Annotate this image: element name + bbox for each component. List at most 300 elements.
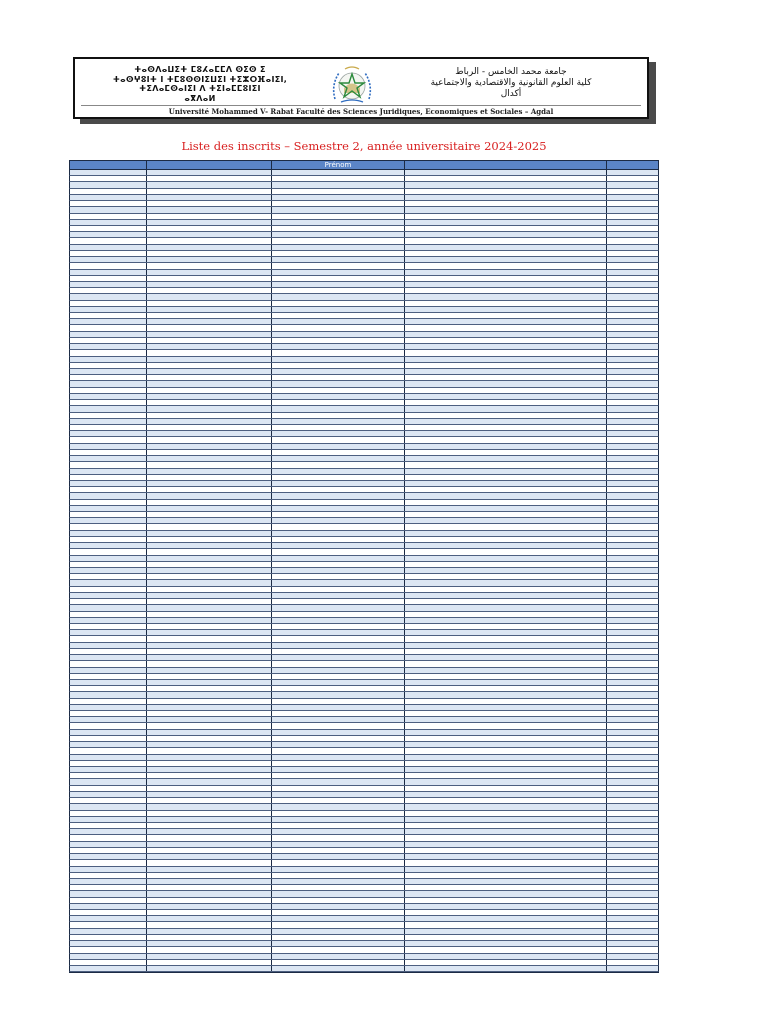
table-cell [607,531,660,536]
table-cell [607,829,660,834]
table-cell [405,817,607,822]
table-cell [405,232,607,237]
table-cell [147,891,272,896]
table-cell [607,245,660,250]
table-cell [272,686,405,691]
table-cell [70,686,147,691]
table-cell [147,823,272,828]
table-cell [147,400,272,405]
table-cell [405,357,607,362]
table-cell [70,867,147,872]
table-cell [607,469,660,474]
table-cell [607,282,660,287]
banner-divider [81,105,641,106]
table-cell [272,500,405,505]
table-cell [70,182,147,187]
table-cell [70,263,147,268]
table-cell [147,263,272,268]
table-cell [147,779,272,784]
table-cell [272,431,405,436]
table-cell [147,413,272,418]
table-cell [147,910,272,915]
table-cell [147,624,272,629]
table-cell [405,189,607,194]
table-cell [607,431,660,436]
table-cell [272,854,405,859]
table-cell [272,537,405,542]
table-cell [70,773,147,778]
table-cell [70,767,147,772]
table-cell [70,344,147,349]
table-cell [147,332,272,337]
table-cell [147,587,272,592]
table-cell [607,922,660,927]
column-header [147,161,272,169]
table-cell [607,773,660,778]
table-cell [147,711,272,716]
table-cell [70,294,147,299]
table-cell [405,898,607,903]
table-cell [272,251,405,256]
table-cell [147,276,272,281]
column-header-prenom: Prénom [272,161,405,169]
table-cell [147,599,272,604]
table-cell [147,717,272,722]
table-cell [405,910,607,915]
table-cell [607,456,660,461]
table-cell [147,767,272,772]
table-cell [405,854,607,859]
table-cell [272,518,405,523]
table-cell [272,860,405,865]
table-cell [272,587,405,592]
table-cell [272,711,405,716]
table-cell [272,276,405,281]
table-cell [607,680,660,685]
table-cell [607,537,660,542]
table-cell [70,369,147,374]
table-cell [272,748,405,753]
table-cell [70,568,147,573]
table-cell [147,419,272,424]
table-cell [405,879,607,884]
table-cell [405,966,607,971]
table-cell [70,214,147,219]
table-cell [272,170,405,175]
table-cell [607,487,660,492]
table-cell [607,873,660,878]
table-cell [70,823,147,828]
table-cell [405,736,607,741]
arabic-line: أكدال [500,89,522,99]
table-cell [607,325,660,330]
table-cell [147,879,272,884]
table-cell [405,431,607,436]
table-cell [70,811,147,816]
table-cell [70,699,147,704]
table-cell [405,419,607,424]
table-cell [607,344,660,349]
table-cell [70,761,147,766]
table-cell [607,562,660,567]
university-emblem-icon [327,65,377,105]
table-cell [607,649,660,654]
table-cell [272,238,405,243]
table-cell [70,829,147,834]
table-cell [405,406,607,411]
table-cell [147,643,272,648]
table-cell [147,388,272,393]
table-cell [70,201,147,206]
table-cell [147,742,272,747]
table-cell [147,736,272,741]
table-cell [607,263,660,268]
table-cell [70,469,147,474]
table-cell [147,437,272,442]
table-cell [607,270,660,275]
table-cell [70,419,147,424]
table-cell [272,717,405,722]
table-cell [70,854,147,859]
table-cell [147,245,272,250]
table-cell [147,251,272,256]
table-cell [272,462,405,467]
table-cell [70,531,147,536]
table-cell [405,506,607,511]
table-cell [147,170,272,175]
table-cell [607,668,660,673]
table-cell [607,512,660,517]
table-cell [70,618,147,623]
arabic-line: كلية العلوم القانونية والاقتصادية والاجتماعية [430,78,592,88]
table-cell [272,363,405,368]
table-cell [147,723,272,728]
table-cell [147,195,272,200]
table-cell [70,394,147,399]
table-cell [607,674,660,679]
table-cell [405,935,607,940]
table-cell [70,176,147,181]
table-cell [272,307,405,312]
table-cell [607,605,660,610]
table-cell [272,867,405,872]
table-cell [272,531,405,536]
table-cell [70,363,147,368]
table-cell [147,282,272,287]
table-cell [70,817,147,822]
table-cell [272,941,405,946]
table-cell [272,282,405,287]
table-cell [147,655,272,660]
table-cell [70,792,147,797]
table-cell [147,506,272,511]
table-cell [70,276,147,281]
table-cell [607,960,660,965]
table-cell [272,649,405,654]
table-cell [272,804,405,809]
table-cell [147,425,272,430]
table-cell [147,835,272,840]
table-cell [272,450,405,455]
table-cell [607,835,660,840]
table-cell [405,518,607,523]
table-cell [607,400,660,405]
table-body [69,170,659,973]
table-cell [147,338,272,343]
table-cell [272,344,405,349]
table-cell [272,325,405,330]
column-header [70,161,147,169]
table-cell [405,469,607,474]
table-cell [70,282,147,287]
table-cell [70,643,147,648]
table-cell [147,593,272,598]
table-cell [405,487,607,492]
table-cell [147,730,272,735]
table-cell [272,394,405,399]
table-cell [70,338,147,343]
table-cell [405,182,607,187]
table-cell [607,966,660,971]
table-cell [70,475,147,480]
table-cell [272,232,405,237]
table-cell [272,332,405,337]
table-cell [147,574,272,579]
table-cell [405,512,607,517]
table-cell [147,456,272,461]
table-cell [147,848,272,853]
table-cell [147,692,272,697]
table-cell [607,730,660,735]
table-cell [405,363,607,368]
table-cell [405,226,607,231]
table-cell [607,630,660,635]
table-cell [147,842,272,847]
table-cell [607,207,660,212]
table-cell [272,692,405,697]
table-cell [70,437,147,442]
table-cell [147,916,272,921]
table-cell [272,220,405,225]
table-cell [272,444,405,449]
table-cell [405,562,607,567]
table-cell [405,605,607,610]
table-cell [607,587,660,592]
table-cell [272,742,405,747]
table-cell [607,518,660,523]
table-cell [272,730,405,735]
table-cell [405,786,607,791]
table-cell [147,649,272,654]
table-cell [272,493,405,498]
table-cell [70,506,147,511]
table-cell [70,916,147,921]
table-cell [147,369,272,374]
table-cell [405,767,607,772]
table-cell [272,580,405,585]
table-cell [272,263,405,268]
table-cell [607,462,660,467]
table-cell [70,748,147,753]
table-cell [147,232,272,237]
table-cell [272,214,405,219]
table-cell [607,437,660,442]
table-cell [405,481,607,486]
table-cell [405,823,607,828]
table-cell [405,332,607,337]
table-cell [70,350,147,355]
table-cell [272,630,405,635]
table-cell [147,748,272,753]
table-cell [147,481,272,486]
table-cell [70,723,147,728]
table-cell [405,413,607,418]
table-cell [607,294,660,299]
table-cell [607,176,660,181]
table-cell [147,487,272,492]
table-cell [272,674,405,679]
table-cell [147,904,272,909]
table-cell [607,425,660,430]
table-cell [70,947,147,952]
table-cell [147,755,272,760]
table-cell [147,922,272,927]
table-cell [405,394,607,399]
table-cell [607,251,660,256]
table-cell [405,804,607,809]
table-cell [147,537,272,542]
table-cell [70,406,147,411]
table-cell [70,879,147,884]
table-cell [147,580,272,585]
table-cell [607,748,660,753]
table-cell [405,686,607,691]
table-cell [70,170,147,175]
table-cell [147,270,272,275]
table-cell [405,624,607,629]
table-cell [70,493,147,498]
table-cell [70,779,147,784]
registrants-table [69,160,659,973]
table-cell [272,512,405,517]
table-cell [607,929,660,934]
table-cell [147,699,272,704]
table-cell [70,786,147,791]
table-cell [70,649,147,654]
table-cell [147,220,272,225]
university-line: Université Mohammed V- Rabat Faculté des Sciences Juridiques, Economiques et Sociales – Agdal [168,107,554,116]
table-cell [272,817,405,822]
table-cell [70,674,147,679]
table-cell [147,817,272,822]
table-cell [147,873,272,878]
table-cell [272,910,405,915]
table-cell [147,444,272,449]
table-cell [272,176,405,181]
table-cell [272,612,405,617]
table-cell [272,624,405,629]
table-cell [272,413,405,418]
tifinagh-name [81,65,319,103]
table-cell [272,270,405,275]
table-cell [70,251,147,256]
table-cell [70,599,147,604]
table-cell [405,655,607,660]
table-cell [70,518,147,523]
table-cell [405,170,607,175]
table-cell [70,636,147,641]
table-cell [272,779,405,784]
table-cell [607,201,660,206]
table-cell [272,350,405,355]
table-cell [607,406,660,411]
table-cell [272,574,405,579]
table-cell [70,954,147,959]
table-cell [607,332,660,337]
table-cell [272,661,405,666]
table-cell [272,425,405,430]
table-cell [405,201,607,206]
table-cell [405,867,607,872]
table-cell [147,207,272,212]
table-cell [405,580,607,585]
table-cell [70,257,147,262]
table-cell [607,941,660,946]
table-cell [70,375,147,380]
table-cell [272,922,405,927]
table-cell [147,947,272,952]
table-cell [607,388,660,393]
table-cell [272,226,405,231]
table-cell [405,842,607,847]
table-cell [147,941,272,946]
tifinagh-line: ⵜⴰⵙⵖⵓⵏⵜ ⵏ ⵜⵎⵓⵙⵙⵏⵉⵡⵉⵏ ⵜⵉⵣⵔⴼⴰⵏⵉⵏ, [112,74,288,84]
table-cell [272,705,405,710]
table-cell [405,245,607,250]
table-cell [70,195,147,200]
table-cell [272,792,405,797]
table-cell [405,873,607,878]
table-cell [607,854,660,859]
table-cell [70,307,147,312]
table-cell [272,618,405,623]
table-cell [70,742,147,747]
table-cell [70,941,147,946]
table-cell [272,469,405,474]
table-cell [70,270,147,275]
table-cell [70,661,147,666]
table-cell [272,655,405,660]
table-cell [405,954,607,959]
table-cell [70,730,147,735]
table-cell [70,804,147,809]
table-cell [405,705,607,710]
table-cell [607,655,660,660]
table-cell [607,792,660,797]
table-cell [607,543,660,548]
table-cell [147,556,272,561]
table-cell [147,500,272,505]
table-cell [70,574,147,579]
table-cell [607,736,660,741]
table-cell [70,512,147,517]
table-cell [272,755,405,760]
table-cell [147,761,272,766]
table-cell [607,755,660,760]
table-cell [405,574,607,579]
table-cell [70,612,147,617]
table-cell [405,711,607,716]
